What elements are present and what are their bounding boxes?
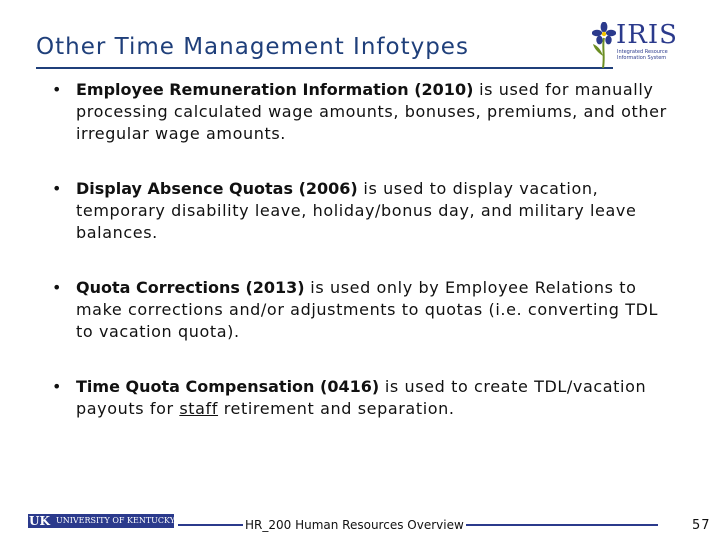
bullet-item [52, 277, 672, 343]
footer-course-title: HR_200 Human Resources Overview [245, 518, 464, 532]
logo-wordmark: IRIS [616, 20, 678, 50]
bullet-text: is used only by Employee Relations to make corrections and/or adjustments to quotas (i.e. converting TDL to vacation quota). [76, 278, 659, 341]
university-name: UNIVERSITY OF KENTUCKY [56, 516, 176, 525]
bullet-dot: • [52, 80, 63, 99]
bullet-text: is used for manually processing calculated wage amounts, bonuses, premiums, and other irregular wage amounts. [76, 80, 667, 143]
bullet-dot: • [52, 179, 63, 198]
university-logo [28, 514, 174, 528]
page-number: 57 [692, 518, 711, 533]
underlined-word: staff [179, 399, 219, 418]
uk-mark: UK [29, 514, 50, 528]
bullet-term: Display Absence Quotas (2006) [76, 179, 358, 198]
title-underline [36, 67, 613, 69]
iris-logo [592, 20, 678, 72]
slide-title: Other Time Management Infotypes [36, 34, 469, 60]
bullet-term: Quota Corrections (2013) [76, 278, 305, 297]
bullet-text: is used to display vacation, temporary disability leave, holiday/bonus day, and military leave balances. [76, 179, 637, 242]
flower-icon [592, 22, 616, 68]
bullet-list [52, 79, 672, 420]
bullet-dot: • [52, 278, 63, 297]
bullet-item [52, 376, 672, 420]
logo-subtitle: Integrated Resource Information System [617, 49, 668, 61]
bullet-item [52, 79, 672, 145]
bullet-text: is used to create TDL/vacation payouts for [76, 377, 647, 418]
bullet-term: Employee Remuneration Information (2010) [76, 80, 474, 99]
bullet-dot: • [52, 377, 63, 396]
bullet-term: Time Quota Compensation (0416) [76, 377, 380, 396]
bullet-item [52, 178, 672, 244]
bullet-text: retirement and separation. [218, 399, 455, 418]
